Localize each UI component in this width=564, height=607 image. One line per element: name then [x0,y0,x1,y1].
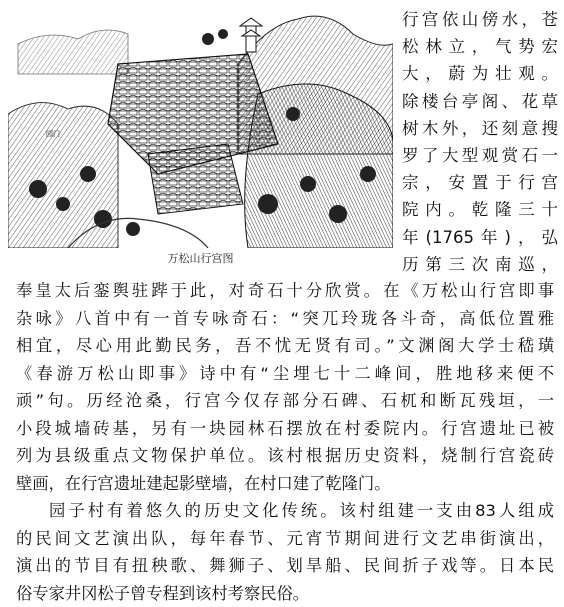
text-line: 俗专家井冈松子曾专程到该村考察民俗。 [16,580,554,607]
text-line: 院内。乾隆三十 [402,196,558,223]
figure-caption: 万松山行宫图 [8,250,393,266]
text-line: 年(1765年)，弘 [402,224,558,251]
inset-label: 园门 [46,129,60,138]
text-line: 相宜，尽心用此勤民务，吾不忧无贤有司。”文渊阁大学士嵇璜 [16,332,554,360]
text-line: 行宫依山傍水，苍 [402,6,558,33]
body-text [16,277,554,607]
text-line: 列为县级重点文物保护单位。该村根据历史资料，烧制行宫瓷砖 [16,442,554,470]
text-line: 奉皇太后銮舆驻跸于此，对奇石十分欣赏。在《万松山行宫即事 [16,277,554,305]
text-line: 壁画，在行宫遗址建起影壁墙，在村口建了乾隆门。 [16,470,554,498]
text-line: 杂咏》八首中有一首专咏奇石：“突兀玲珑各斗奇，高低位置雅 [16,305,554,333]
text-line: 松林立，气势宏 [402,33,558,60]
text-line: 宗，安置于行宫 [402,169,558,196]
text-line: 历第三次南巡， [402,251,558,278]
text-line: 的民间文艺演出队，每年春节、元宵节期间进行文艺串街演出， [16,525,554,553]
text-line: 罗了大型观赏石一 [402,142,558,169]
illustration-figure [8,4,393,268]
text-line: 顽”句。历经沧桑，行宫今仅存部分石碑、石杌和断瓦残垣，一 [16,387,554,415]
text-line: 小段城墙砖基，另有一块园林石摆放在村委院内。行宫遗址已被 [16,415,554,443]
text-line: 园子村有着悠久的历史文化传统。该村组建一支由83人组成 [16,497,554,525]
text-line: 树木外，还刻意搜 [402,115,558,142]
text-line: 除楼台亭阁、花草 [402,88,558,115]
side-column-text [402,6,558,278]
text-line: 大，蔚为壮观。 [402,60,558,87]
palace-engraving-image [8,4,393,248]
text-line: 《春游万松山即事》诗中有“尘埋七十二峰间，胜地移来便不 [16,360,554,388]
text-line: 演出的节目有扭秧歌、舞狮子、划旱船、民间折子戏等。日本民 [16,552,554,580]
